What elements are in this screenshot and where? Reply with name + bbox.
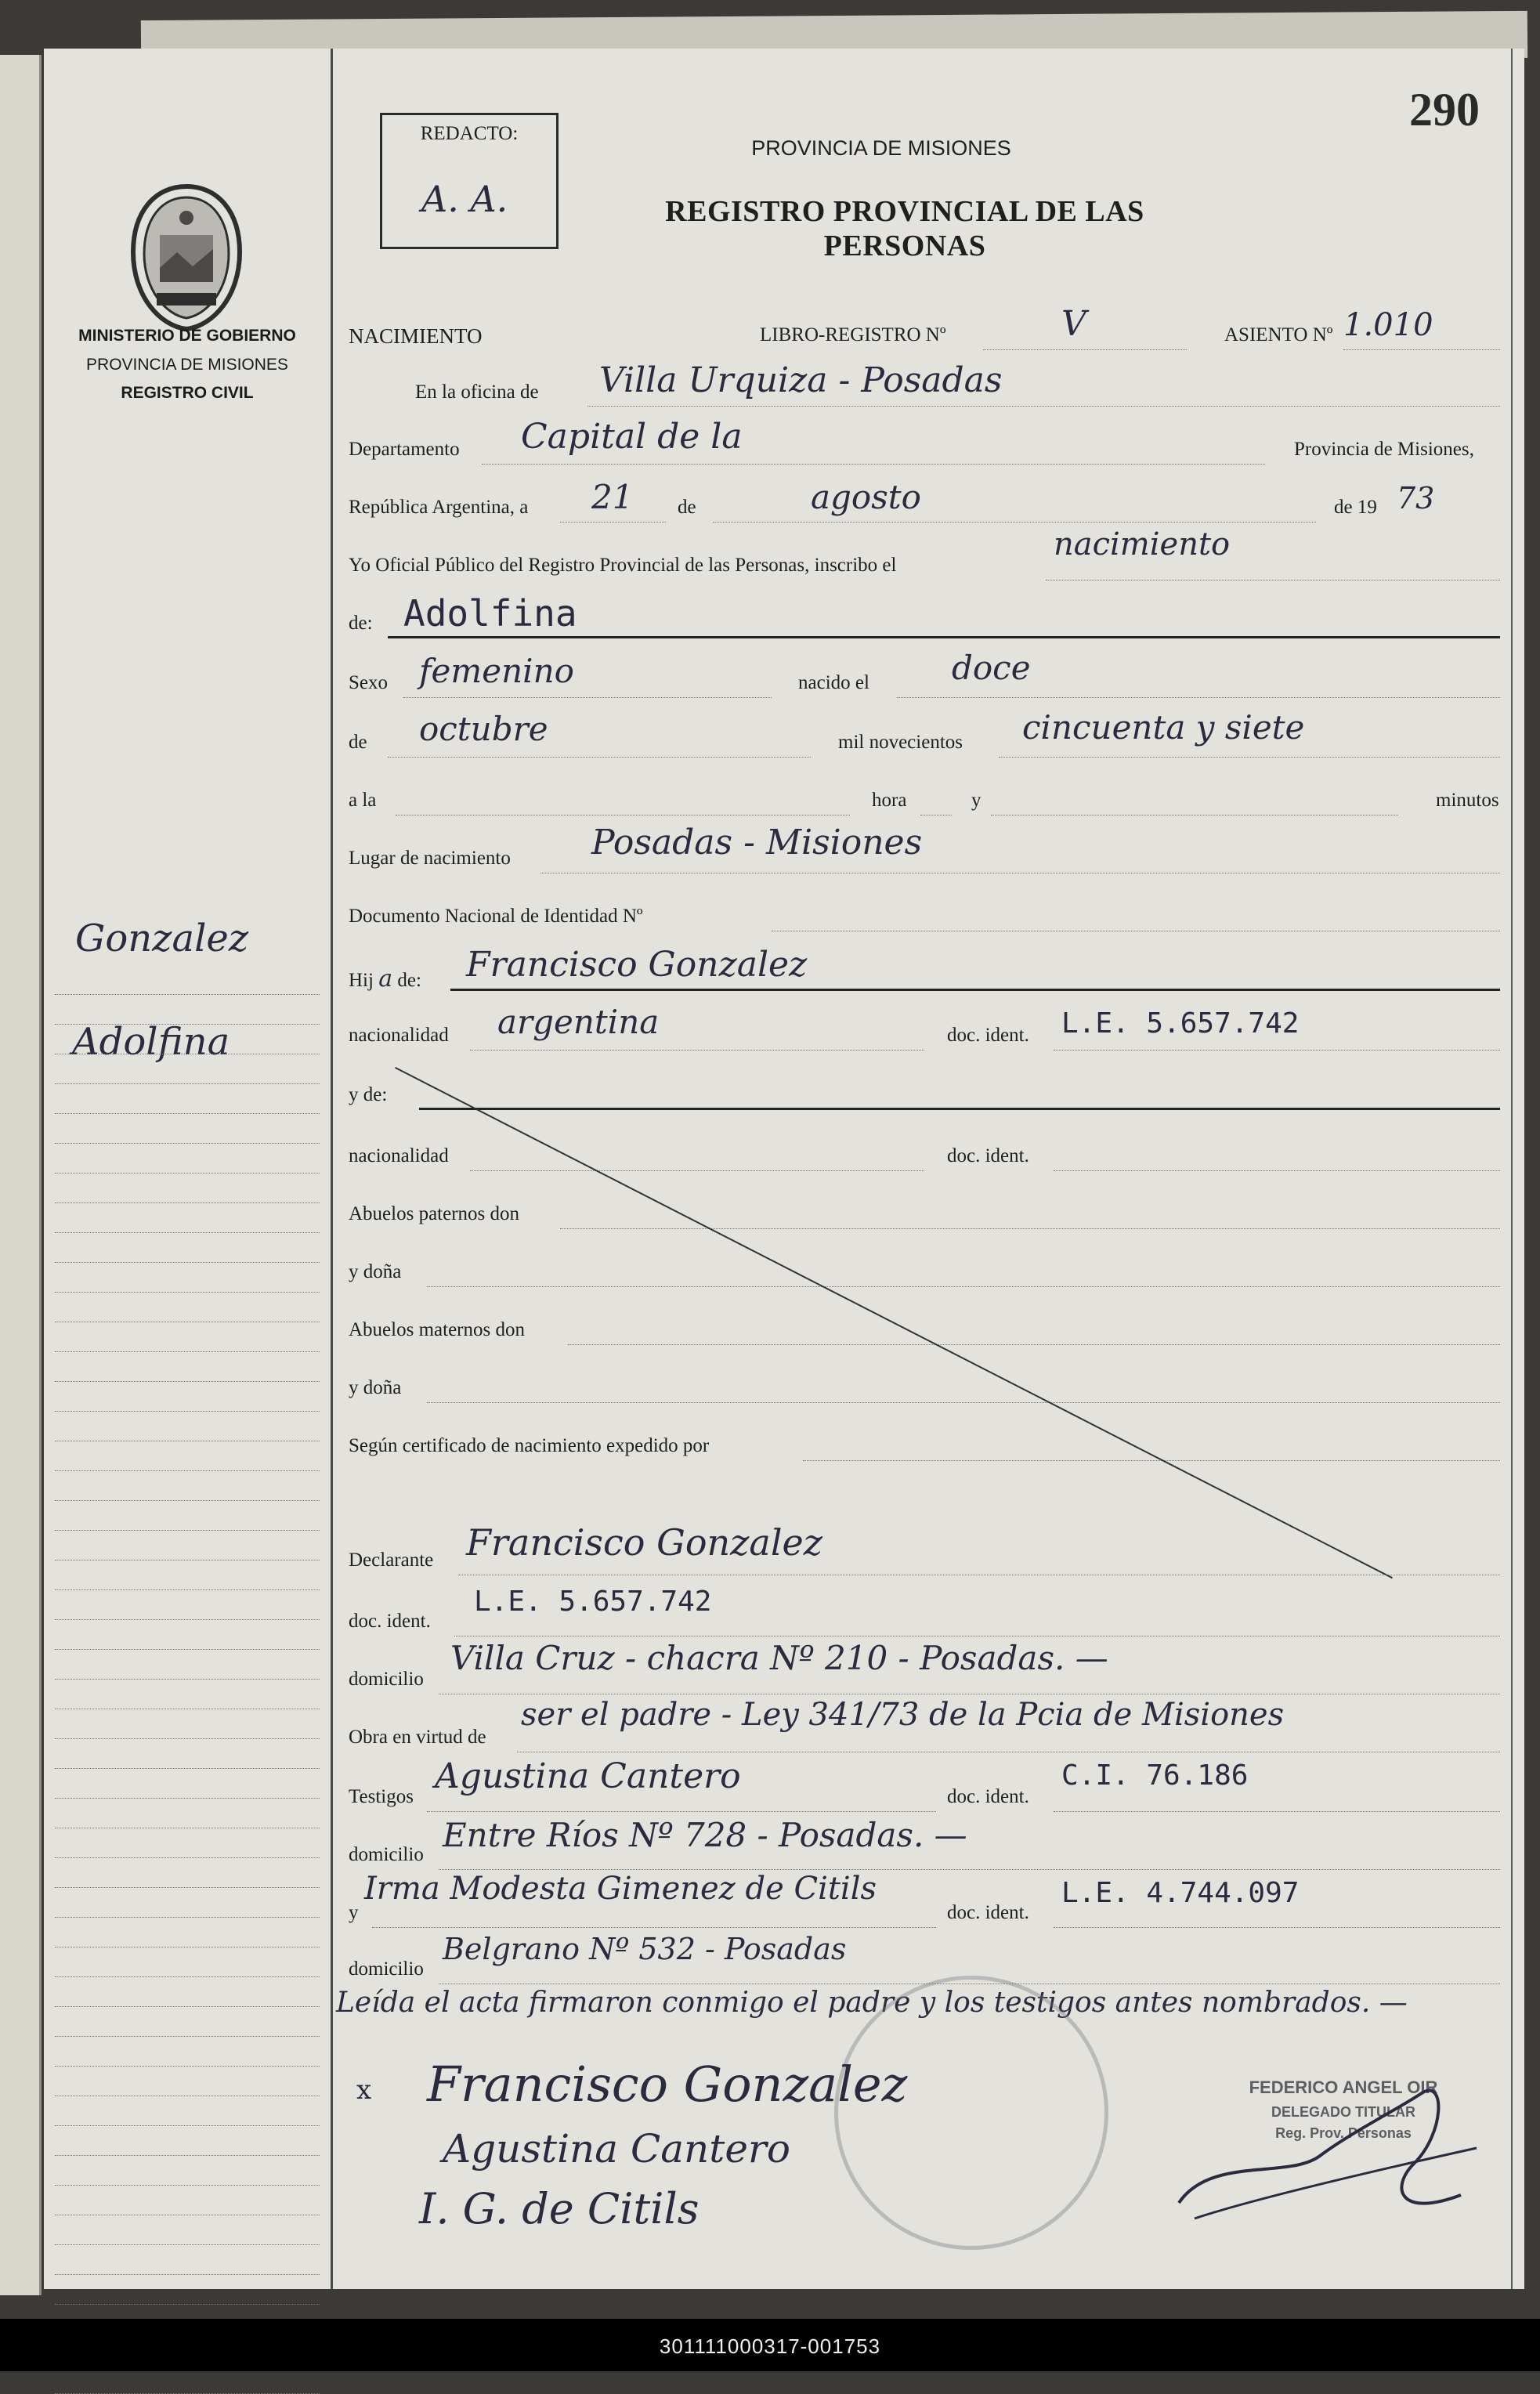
y-dona-label: y doña [349,1261,402,1282]
domicilio-label: domicilio [349,1669,424,1690]
nacionalidad-label-2: nacionalidad [349,1145,449,1166]
page-number: 290 [1409,84,1480,136]
segun-label: Según certificado de nacimiento expedido por [349,1435,710,1456]
y-testigo-label: y [349,1902,359,1923]
provincia-label: Provincia de Misiones, [1294,439,1474,460]
departamento-value: Capital de la [521,417,743,457]
book-binding [0,55,42,2295]
abuelos-paternos-label: Abuelos paternos don [349,1203,520,1224]
redacto-box [380,113,559,249]
de-label: de [678,497,696,518]
hija-label: Hij a de: [349,965,421,993]
sexo-label: Sexo [349,672,388,693]
province-label: PROVINCIA DE MISIONES [86,356,288,374]
official-round-stamp [834,1976,1108,2250]
testigo1-value: Agustina Cantero [435,1756,741,1796]
dni-label: Documento Nacional de Identidad Nº [349,906,643,927]
strike-through-line [395,1067,1393,1579]
doc-testigo1-value: C.I. 76.186 [1061,1759,1249,1792]
firma-mark: x [356,2074,372,2106]
province-header: PROVINCIA DE MISIONES [751,136,1011,160]
stub-note-lines [55,965,320,2394]
libro-label: LIBRO-REGISTRO Nº [760,324,946,345]
ministry-label: MINISTERIO DE GOBIERNO [78,327,296,345]
leida-value: Leída el acta firmaron conmigo el padre y los testigos antes nombrados. — [336,1987,1408,2019]
domicilio-testigo2-value: Belgrano Nº 532 - Posadas [443,1932,847,1966]
doc-padre-value: L.E. 5.657.742 [1061,1007,1300,1040]
delegate-signature-icon [1163,2062,1492,2242]
a-la-label: a la [349,790,377,811]
testigos-label: Testigos [349,1786,414,1807]
doc-declarante-value: L.E. 5.657.742 [474,1586,712,1618]
nacido-value: doce [952,649,1031,687]
nacionalidad-label: nacionalidad [349,1025,449,1046]
firma-padre: Francisco Gonzalez [427,2056,908,2113]
firma-testigo2: I. G. de Citils [419,2184,700,2233]
doc-ident-label-4: doc. ident. [947,1786,1029,1807]
register-page [44,49,1524,2289]
delegate-stamp: FEDERICO ANGEL OIR DELEGADO TITULAR Reg. Prov. Personas [1249,2078,1438,2141]
redacto-value: A. A. [421,178,508,220]
image-id-caption: 301111000317-001753 [659,2334,881,2358]
sexo-value: femenino [419,652,574,690]
dia-value: 21 [591,478,634,516]
stub-surname: Gonzalez [75,917,249,960]
domicilio-label-2: domicilio [349,1844,424,1865]
lugar-label: Lugar de nacimiento [349,848,511,869]
minutos-label: minutos [1436,790,1499,811]
anio-value: 73 [1397,481,1435,515]
obra-value: ser el padre - Ley 341/73 de la Pcia de Misiones [521,1697,1285,1733]
y-label: y [971,790,981,811]
doc-ident-label-3: doc. ident. [349,1611,431,1632]
anio-label: de 19 [1334,497,1377,518]
republica-label: República Argentina, a [349,497,529,518]
stub-column [44,49,333,2289]
de-label-2: de [349,732,367,753]
mil-novecientos-label: mil novecientos [838,732,963,753]
padre-value: Francisco Gonzalez [466,945,808,985]
doc-ident-label: doc. ident. [947,1025,1029,1046]
oficina-label: En la oficina de [415,382,539,403]
asiento-value: 1.010 [1343,307,1433,343]
civil-registry-label: REGISTRO CIVIL [121,384,254,402]
de-colon-label: de: [349,613,373,634]
nacionalidad-value: argentina [497,1003,660,1041]
asiento-label: ASIENTO Nº [1224,324,1333,345]
departamento-label: Departamento [349,439,460,460]
firma-testigo1: Agustina Cantero [443,2126,790,2172]
domicilio-testigo1-value: Entre Ríos Nº 728 - Posadas. — [443,1816,967,1854]
nombre-value: Adolfina [403,592,577,635]
anio-nac-value: cincuenta y siete [1022,708,1305,747]
nacimiento-label: NACIMIENTO [349,324,483,348]
obra-label: Obra en virtud de [349,1727,486,1748]
provincial-seal-icon [125,180,248,335]
doc-ident-label-2: doc. ident. [947,1145,1029,1166]
libro-value: V [1061,304,1086,344]
registry-header: REGISTRO PROVINCIAL DE LAS PERSONAS [665,195,1144,262]
domicilio-label-3: domicilio [349,1958,424,1980]
lugar-value: Posadas - Misiones [591,823,923,862]
y-de-label: y de: [349,1084,388,1105]
oficial-label: Yo Oficial Público del Registro Provincial de las Personas, inscribo el [349,555,897,576]
mes-value: agosto [811,478,921,516]
doc-testigo2-value: L.E. 4.744.097 [1061,1877,1300,1909]
hora-label: hora [872,790,907,811]
oficial-value: nacimiento [1054,526,1231,562]
stub-given-name: Adolfina [72,1020,230,1064]
domicilio-value: Villa Cruz - chacra Nº 210 - Posadas. — [450,1639,1108,1677]
declarante-label: Declarante [349,1550,434,1571]
redacto-label: REDACTO: [420,123,519,144]
y-dona-label-2: y doña [349,1377,402,1398]
testigo2-value: Irma Modesta Gimenez de Citils [364,1871,877,1907]
nacido-label: nacido el [798,672,869,693]
mes-nac-value: octubre [419,710,548,748]
abuelos-maternos-label: Abuelos maternos don [349,1319,525,1340]
record-form [333,49,1513,2289]
oficina-value: Villa Urquiza - Posadas [599,360,1003,400]
doc-ident-label-5: doc. ident. [947,1902,1029,1923]
declarante-value: Francisco Gonzalez [466,1521,823,1564]
